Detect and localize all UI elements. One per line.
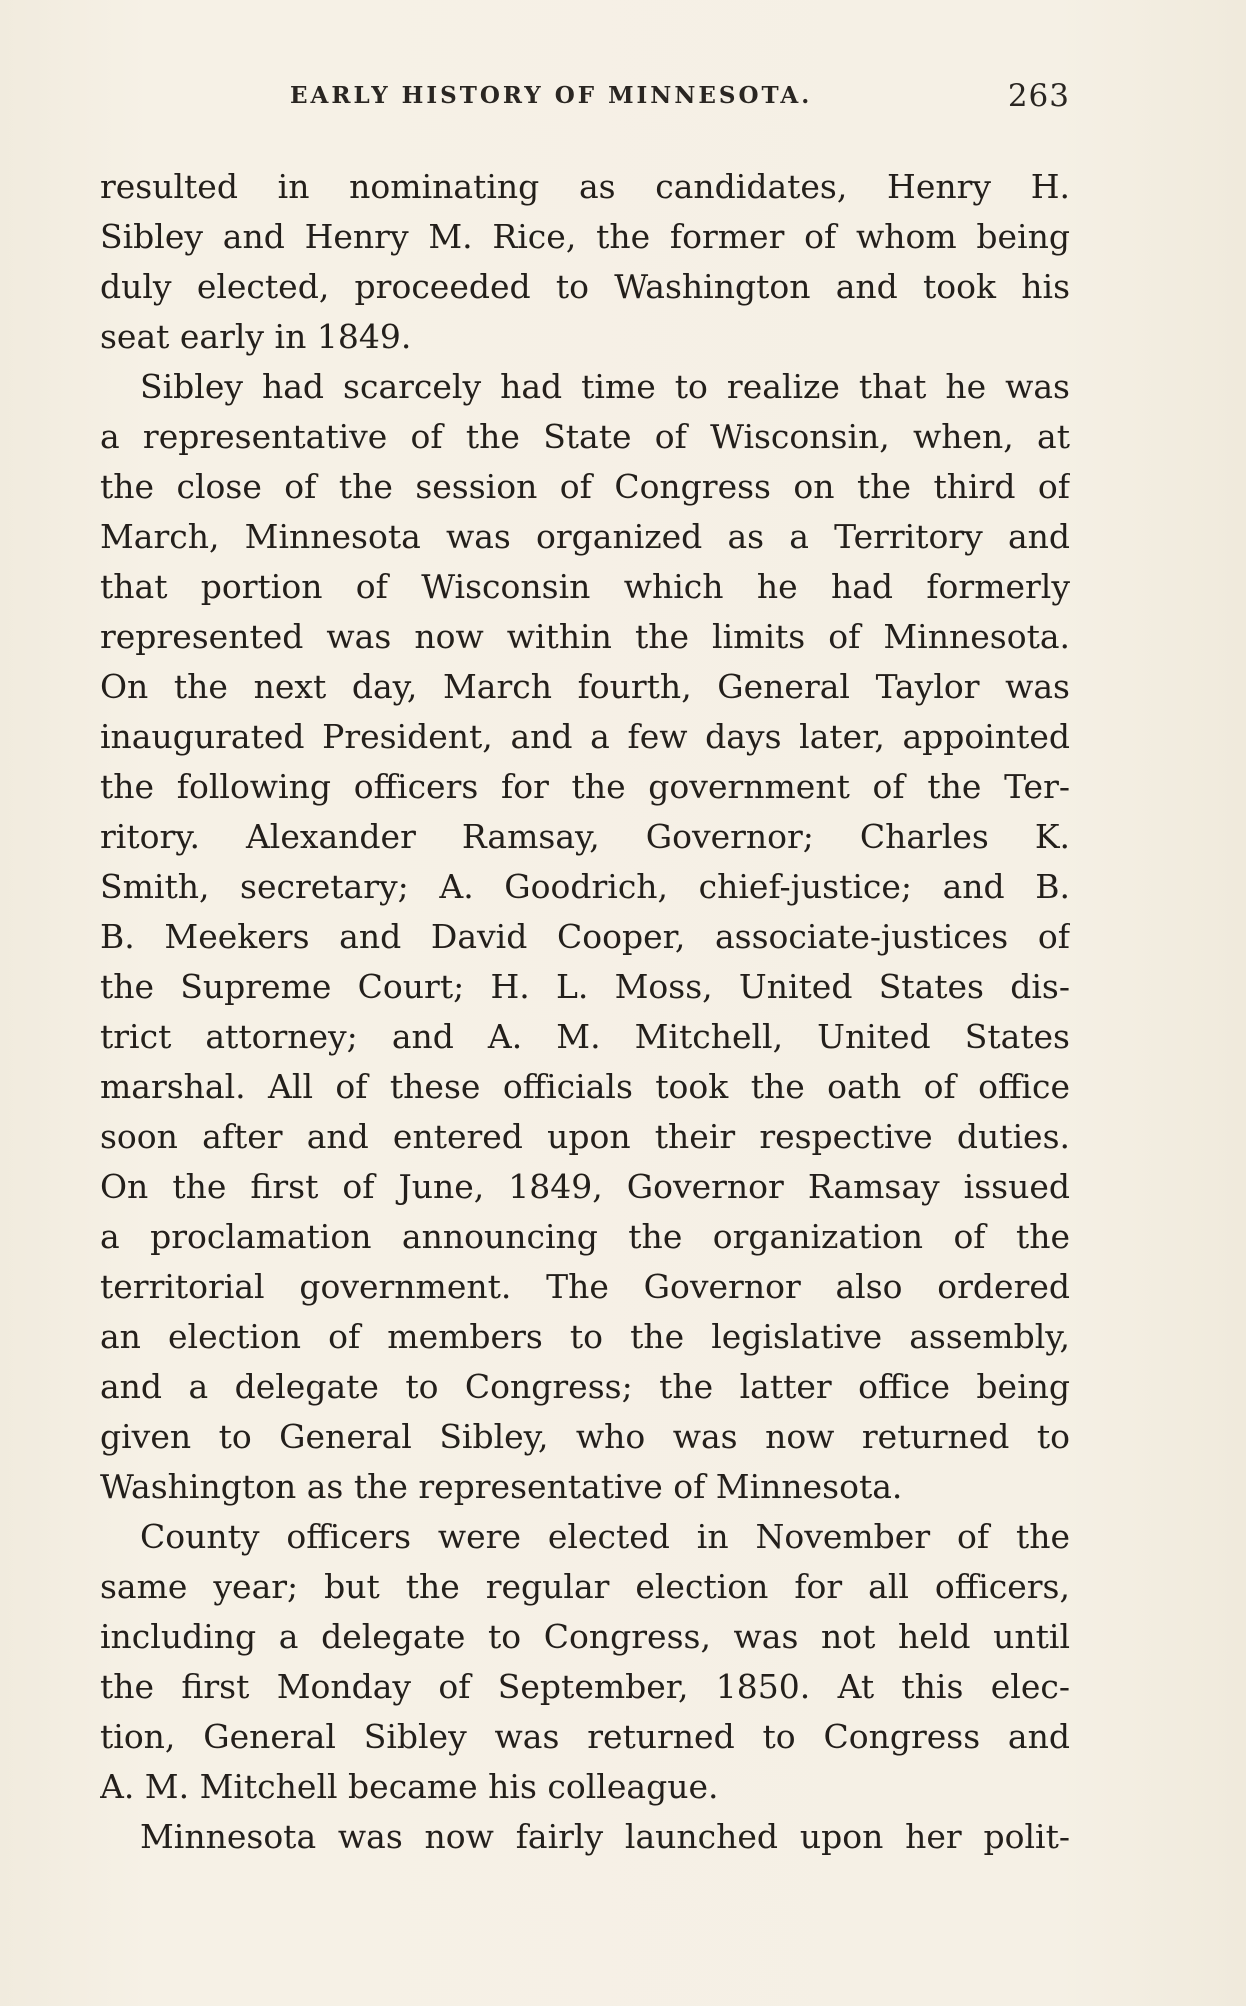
text-line: the Supreme Court; H. L. Moss, United States dis- <box>100 967 1070 1006</box>
text-line: marshal. All of these officials took the oath of office <box>100 1067 1070 1106</box>
text-line: the close of the session of Congress on the third of <box>100 467 1070 506</box>
body-text <box>100 162 1070 1862</box>
text-line: represented was now within the limits of Minnesota. <box>100 617 1070 656</box>
text-line: Smith, secretary; A. Goodrich, chief-justice; and B. <box>100 867 1070 906</box>
text-line: Washington as the representative of Minnesota. <box>100 1467 903 1506</box>
running-head <box>100 78 1070 122</box>
text-line: an election of members to the legislative assembly, <box>100 1317 1070 1356</box>
text-line: B. Meekers and David Cooper, associate-justices of <box>100 917 1070 956</box>
text-line: Sibley had scarcely had time to realize that he was <box>140 367 1070 406</box>
text-line: On the first of June, 1849, Governor Ramsay issued <box>100 1167 1070 1206</box>
text-line: tion, General Sibley was returned to Congress and <box>100 1717 1070 1756</box>
text-line: Minnesota was now fairly launched upon her polit- <box>140 1817 1070 1856</box>
text-line: soon after and entered upon their respective duties. <box>100 1117 1070 1156</box>
text-line: the following officers for the government of the Ter- <box>100 767 1070 806</box>
text-line: inaugurated President, and a few days later, appointed <box>100 717 1070 756</box>
text-line: same year; but the regular election for all officers, <box>100 1567 1070 1606</box>
text-line: A. M. Mitchell became his colleague. <box>100 1767 719 1806</box>
text-line: territorial government. The Governor also ordered <box>100 1267 1070 1306</box>
text-line: resulted in nominating as candidates, Henry H. <box>100 167 1070 206</box>
text-line: given to General Sibley, who was now returned to <box>100 1417 1070 1456</box>
text-line: the first Monday of September, 1850. At this elec- <box>100 1667 1070 1706</box>
text-line: duly elected, proceeded to Washington and took his <box>100 267 1070 306</box>
text-line: that portion of Wisconsin which he had formerly <box>100 567 1070 606</box>
text-line: On the next day, March fourth, General Taylor was <box>100 667 1070 706</box>
text-line: a representative of the State of Wisconsin, when, at <box>100 417 1070 456</box>
text-line: March, Minnesota was organized as a Territory and <box>100 517 1070 556</box>
text-line: and a delegate to Congress; the latter office being <box>100 1367 1070 1406</box>
running-title: EARLY HISTORY OF MINNESOTA. <box>290 82 813 109</box>
text-line: trict attorney; and A. M. Mitchell, United States <box>100 1017 1070 1056</box>
text-line: ritory. Alexander Ramsay, Governor; Charles K. <box>100 817 1070 856</box>
page-number: 263 <box>1007 78 1070 114</box>
text-line: a proclamation announcing the organization of the <box>100 1217 1070 1256</box>
text-line: including a delegate to Congress, was not held until <box>100 1617 1070 1656</box>
text-line: County officers were elected in November of the <box>140 1517 1070 1556</box>
text-line: seat early in 1849. <box>100 317 412 356</box>
text-line: Sibley and Henry M. Rice, the former of whom being <box>100 217 1070 256</box>
